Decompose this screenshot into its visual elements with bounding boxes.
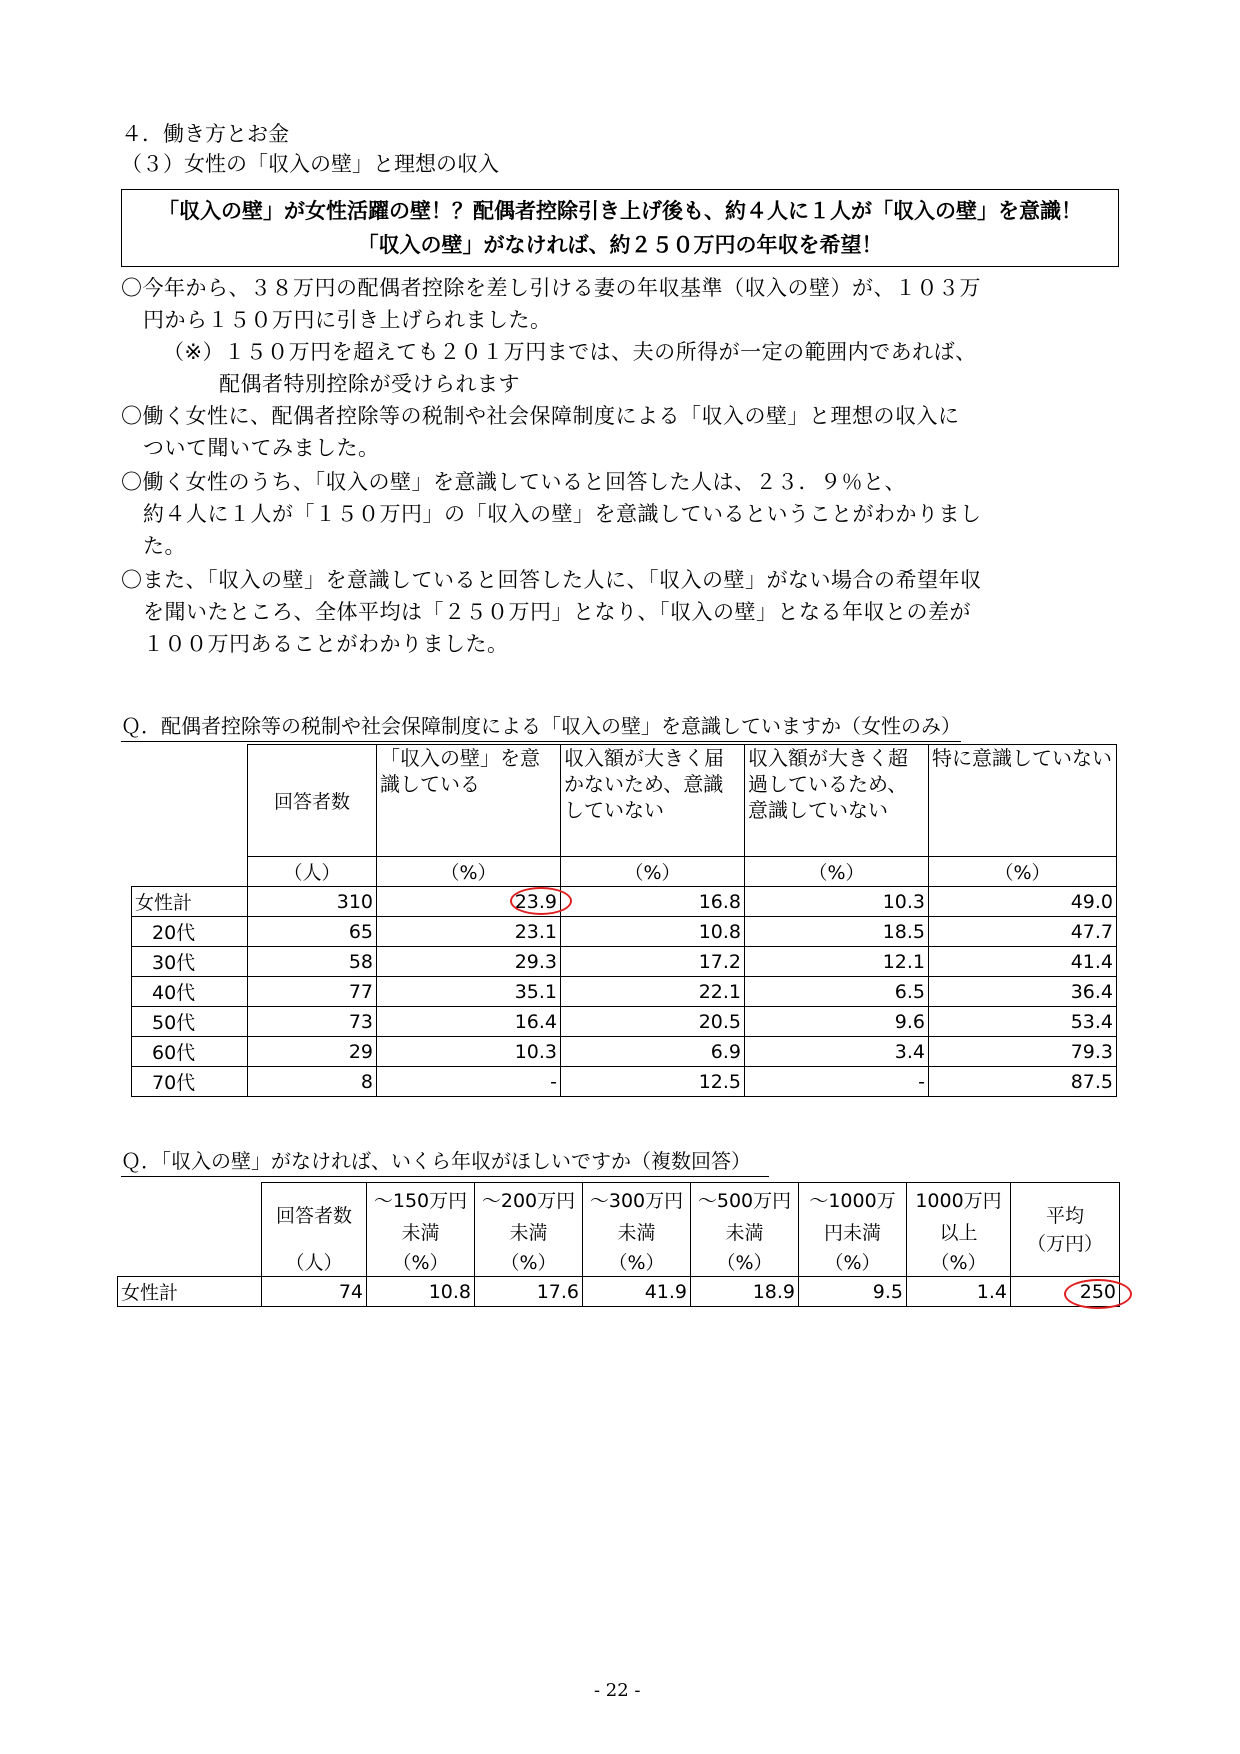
table1-unit: （%） [561, 857, 745, 887]
table2-unit: （%） [799, 1247, 907, 1277]
cell-aware: 35.1 [377, 977, 561, 1007]
row-label: 女性計 [118, 1277, 262, 1307]
note-line-1: （※）１５０万円を超えても２０１万円までは、夫の所得が一定の範囲内であれば、 [163, 340, 977, 364]
row-label: 70代 [132, 1067, 248, 1097]
table2-corner [118, 1247, 262, 1277]
note-line-2: 配偶者特別控除が受けられます [219, 372, 520, 396]
table1-header-aware: 「収入の壁」を意識している [377, 745, 561, 857]
table1-corner [132, 745, 248, 857]
table2-header-respondents: 回答者数 [262, 1183, 367, 1247]
table-row [132, 947, 1117, 977]
row-label: 女性計 [132, 887, 248, 917]
table-row [132, 977, 1117, 1007]
cell-respondents: 73 [248, 1007, 377, 1037]
cell-not-aware: 53.4 [929, 1007, 1117, 1037]
cell-below: 20.5 [561, 1007, 745, 1037]
cell-not-aware: 79.3 [929, 1037, 1117, 1067]
page-number: - 22 - [594, 1680, 641, 1701]
paragraph-3-line-1: 〇働く女性のうち、「収入の壁」を意識していると回答した人は、２３．９％と、 [121, 470, 906, 494]
paragraph-4-line-3: １００万円あることがわかりました。 [143, 632, 509, 656]
cell-below: 6.9 [561, 1037, 745, 1067]
table-row [118, 1277, 1120, 1307]
cell-exceed: 10.3 [745, 887, 929, 917]
table1-unit-row [132, 857, 1117, 887]
paragraph-2-line-2: ついて聞いてみました。 [143, 436, 380, 460]
table1-unit: （人） [248, 857, 377, 887]
cell-below: 22.1 [561, 977, 745, 1007]
table2-header-l2: 未満 [691, 1217, 799, 1247]
cell-exceed: 18.5 [745, 917, 929, 947]
cell-aware: 16.4 [377, 1007, 561, 1037]
cell-aware: 23.9 [377, 887, 561, 917]
awareness-table [131, 744, 1117, 1097]
cell-not-aware: 47.7 [929, 917, 1117, 947]
row-label: 30代 [132, 947, 248, 977]
section-heading: ４．働き方とお金 [121, 122, 289, 146]
cell-not-aware: 87.5 [929, 1067, 1117, 1097]
cell-exceed: 6.5 [745, 977, 929, 1007]
cell-not-aware: 41.4 [929, 947, 1117, 977]
cell-aware: 23.1 [377, 917, 561, 947]
table2-question: Ｑ．「収入の壁」がなければ、いくら年収がほしいですか（複数回答） [121, 1148, 769, 1177]
table2-header-l1: ～150万円 [367, 1183, 475, 1217]
table2-header-l2: 未満 [583, 1217, 691, 1247]
headline-line-1: 「収入の壁」が女性活躍の壁！？配偶者控除引き上げ後も、約４人に１人が「収入の壁」を意識！ [158, 199, 1082, 223]
cell-aware: 10.3 [377, 1037, 561, 1067]
table2-header-l1: ～300万円 [583, 1183, 691, 1217]
cell-exceed: - [745, 1067, 929, 1097]
table2-unit: （%） [583, 1247, 691, 1277]
table2-header-l1: 1000万円 [907, 1183, 1011, 1217]
headline-box [121, 189, 1119, 267]
section-subheading: （３）女性の「収入の壁」と理想の収入 [121, 152, 499, 176]
cell-exceed: 3.4 [745, 1037, 929, 1067]
table2-unit: （%） [691, 1247, 799, 1277]
table1-unit: （%） [929, 857, 1117, 887]
table2-header-l2: 未満 [475, 1217, 583, 1247]
table-row [132, 1067, 1117, 1097]
average-unit: （万円） [1026, 1232, 1103, 1255]
table1-unit-corner [132, 857, 248, 887]
average-label: 平均 [1045, 1204, 1084, 1227]
cell-respondents: 310 [248, 887, 377, 917]
highlight-ring [510, 887, 572, 915]
table1-header-exceed: 収入額が大きく超過しているため、意識していない [745, 745, 929, 857]
headline-line-2: 「収入の壁」がなければ、約２５０万円の年収を希望！ [357, 233, 883, 257]
table1-header-row [132, 745, 1117, 857]
table1-question: Ｑ．配偶者控除等の税制や社会保障制度による「収入の壁」を意識していますか（女性のみ） [121, 713, 961, 742]
cell-respondents: 8 [248, 1067, 377, 1097]
cell-average: 250 [1011, 1277, 1120, 1307]
table2-header-l2: 以上 [907, 1217, 1011, 1247]
table1-header-not-aware: 特に意識していない [929, 745, 1117, 857]
paragraph-1-line-2: 円から１５０万円に引き上げられました。 [143, 308, 552, 332]
table2-header-l1: ～500万円 [691, 1183, 799, 1217]
cell-below: 12.5 [561, 1067, 745, 1097]
paragraph-1-line-1: 〇今年から、３８万円の配偶者控除を差し引ける妻の年収基準（収入の壁）が、１０３万 [121, 276, 981, 300]
cell-not-aware: 49.0 [929, 887, 1117, 917]
cell-not-aware: 36.4 [929, 977, 1117, 1007]
row-label: 60代 [132, 1037, 248, 1067]
table2-header-l1: ～1000万 [799, 1183, 907, 1217]
cell-respondents: 74 [262, 1277, 367, 1307]
table1-header-respondents: 回答者数 [248, 745, 377, 857]
highlight-ring [1064, 1279, 1132, 1309]
cell-value: 17.6 [475, 1277, 583, 1307]
desired-income-table [117, 1182, 1120, 1307]
table-row [132, 1037, 1117, 1067]
cell-value: 18.9 [691, 1277, 799, 1307]
table2-header-l2: 円未満 [799, 1217, 907, 1247]
paragraph-2-line-1: 〇働く女性に、配偶者控除等の税制や社会保障制度による「収入の壁」と理想の収入に [121, 404, 960, 428]
paragraph-3-line-2: 約４人に１人が「１５０万円」の「収入の壁」を意識しているということがわかりまし [143, 502, 982, 526]
table-row [132, 887, 1117, 917]
cell-respondents: 77 [248, 977, 377, 1007]
table2-corner [118, 1183, 262, 1217]
cell-value: 1.4 [907, 1277, 1011, 1307]
table2-header-l2: 未満 [367, 1217, 475, 1247]
cell-respondents: 65 [248, 917, 377, 947]
row-label: 20代 [132, 917, 248, 947]
table-row [132, 1007, 1117, 1037]
cell-value: 9.5 [799, 1277, 907, 1307]
paragraph-4-line-2: を聞いたところ、全体平均は「２５０万円」となり、「収入の壁」となる年収との差が [143, 600, 971, 624]
cell-aware: - [377, 1067, 561, 1097]
table2-unit: （人） [262, 1247, 367, 1277]
cell-aware: 29.3 [377, 947, 561, 977]
row-label: 50代 [132, 1007, 248, 1037]
table1-unit: （%） [745, 857, 929, 887]
table2-header-row-1 [118, 1183, 1120, 1217]
table1-unit: （%） [377, 857, 561, 887]
cell-value: 10.8 [367, 1277, 475, 1307]
table2-corner [118, 1217, 262, 1247]
table2-unit: （%） [475, 1247, 583, 1277]
table2-header-l1: ～200万円 [475, 1183, 583, 1217]
cell-respondents: 29 [248, 1037, 377, 1067]
table1-header-below: 収入額が大きく届かないため、意識していない [561, 745, 745, 857]
table2-unit-row [118, 1247, 1120, 1277]
cell-below: 17.2 [561, 947, 745, 977]
table2-unit: （%） [367, 1247, 475, 1277]
cell-respondents: 58 [248, 947, 377, 977]
paragraph-3-line-3: た。 [143, 534, 186, 558]
cell-below: 10.8 [561, 917, 745, 947]
cell-value: 41.9 [583, 1277, 691, 1307]
paragraph-4-line-1: 〇また、「収入の壁」を意識していると回答した人に、「収入の壁」がない場合の希望年収 [121, 568, 982, 592]
row-label: 40代 [132, 977, 248, 1007]
cell-exceed: 12.1 [745, 947, 929, 977]
cell-exceed: 9.6 [745, 1007, 929, 1037]
table2-header-average [1011, 1183, 1120, 1277]
cell-below: 16.8 [561, 887, 745, 917]
table2-unit: （%） [907, 1247, 1011, 1277]
table-row [132, 917, 1117, 947]
